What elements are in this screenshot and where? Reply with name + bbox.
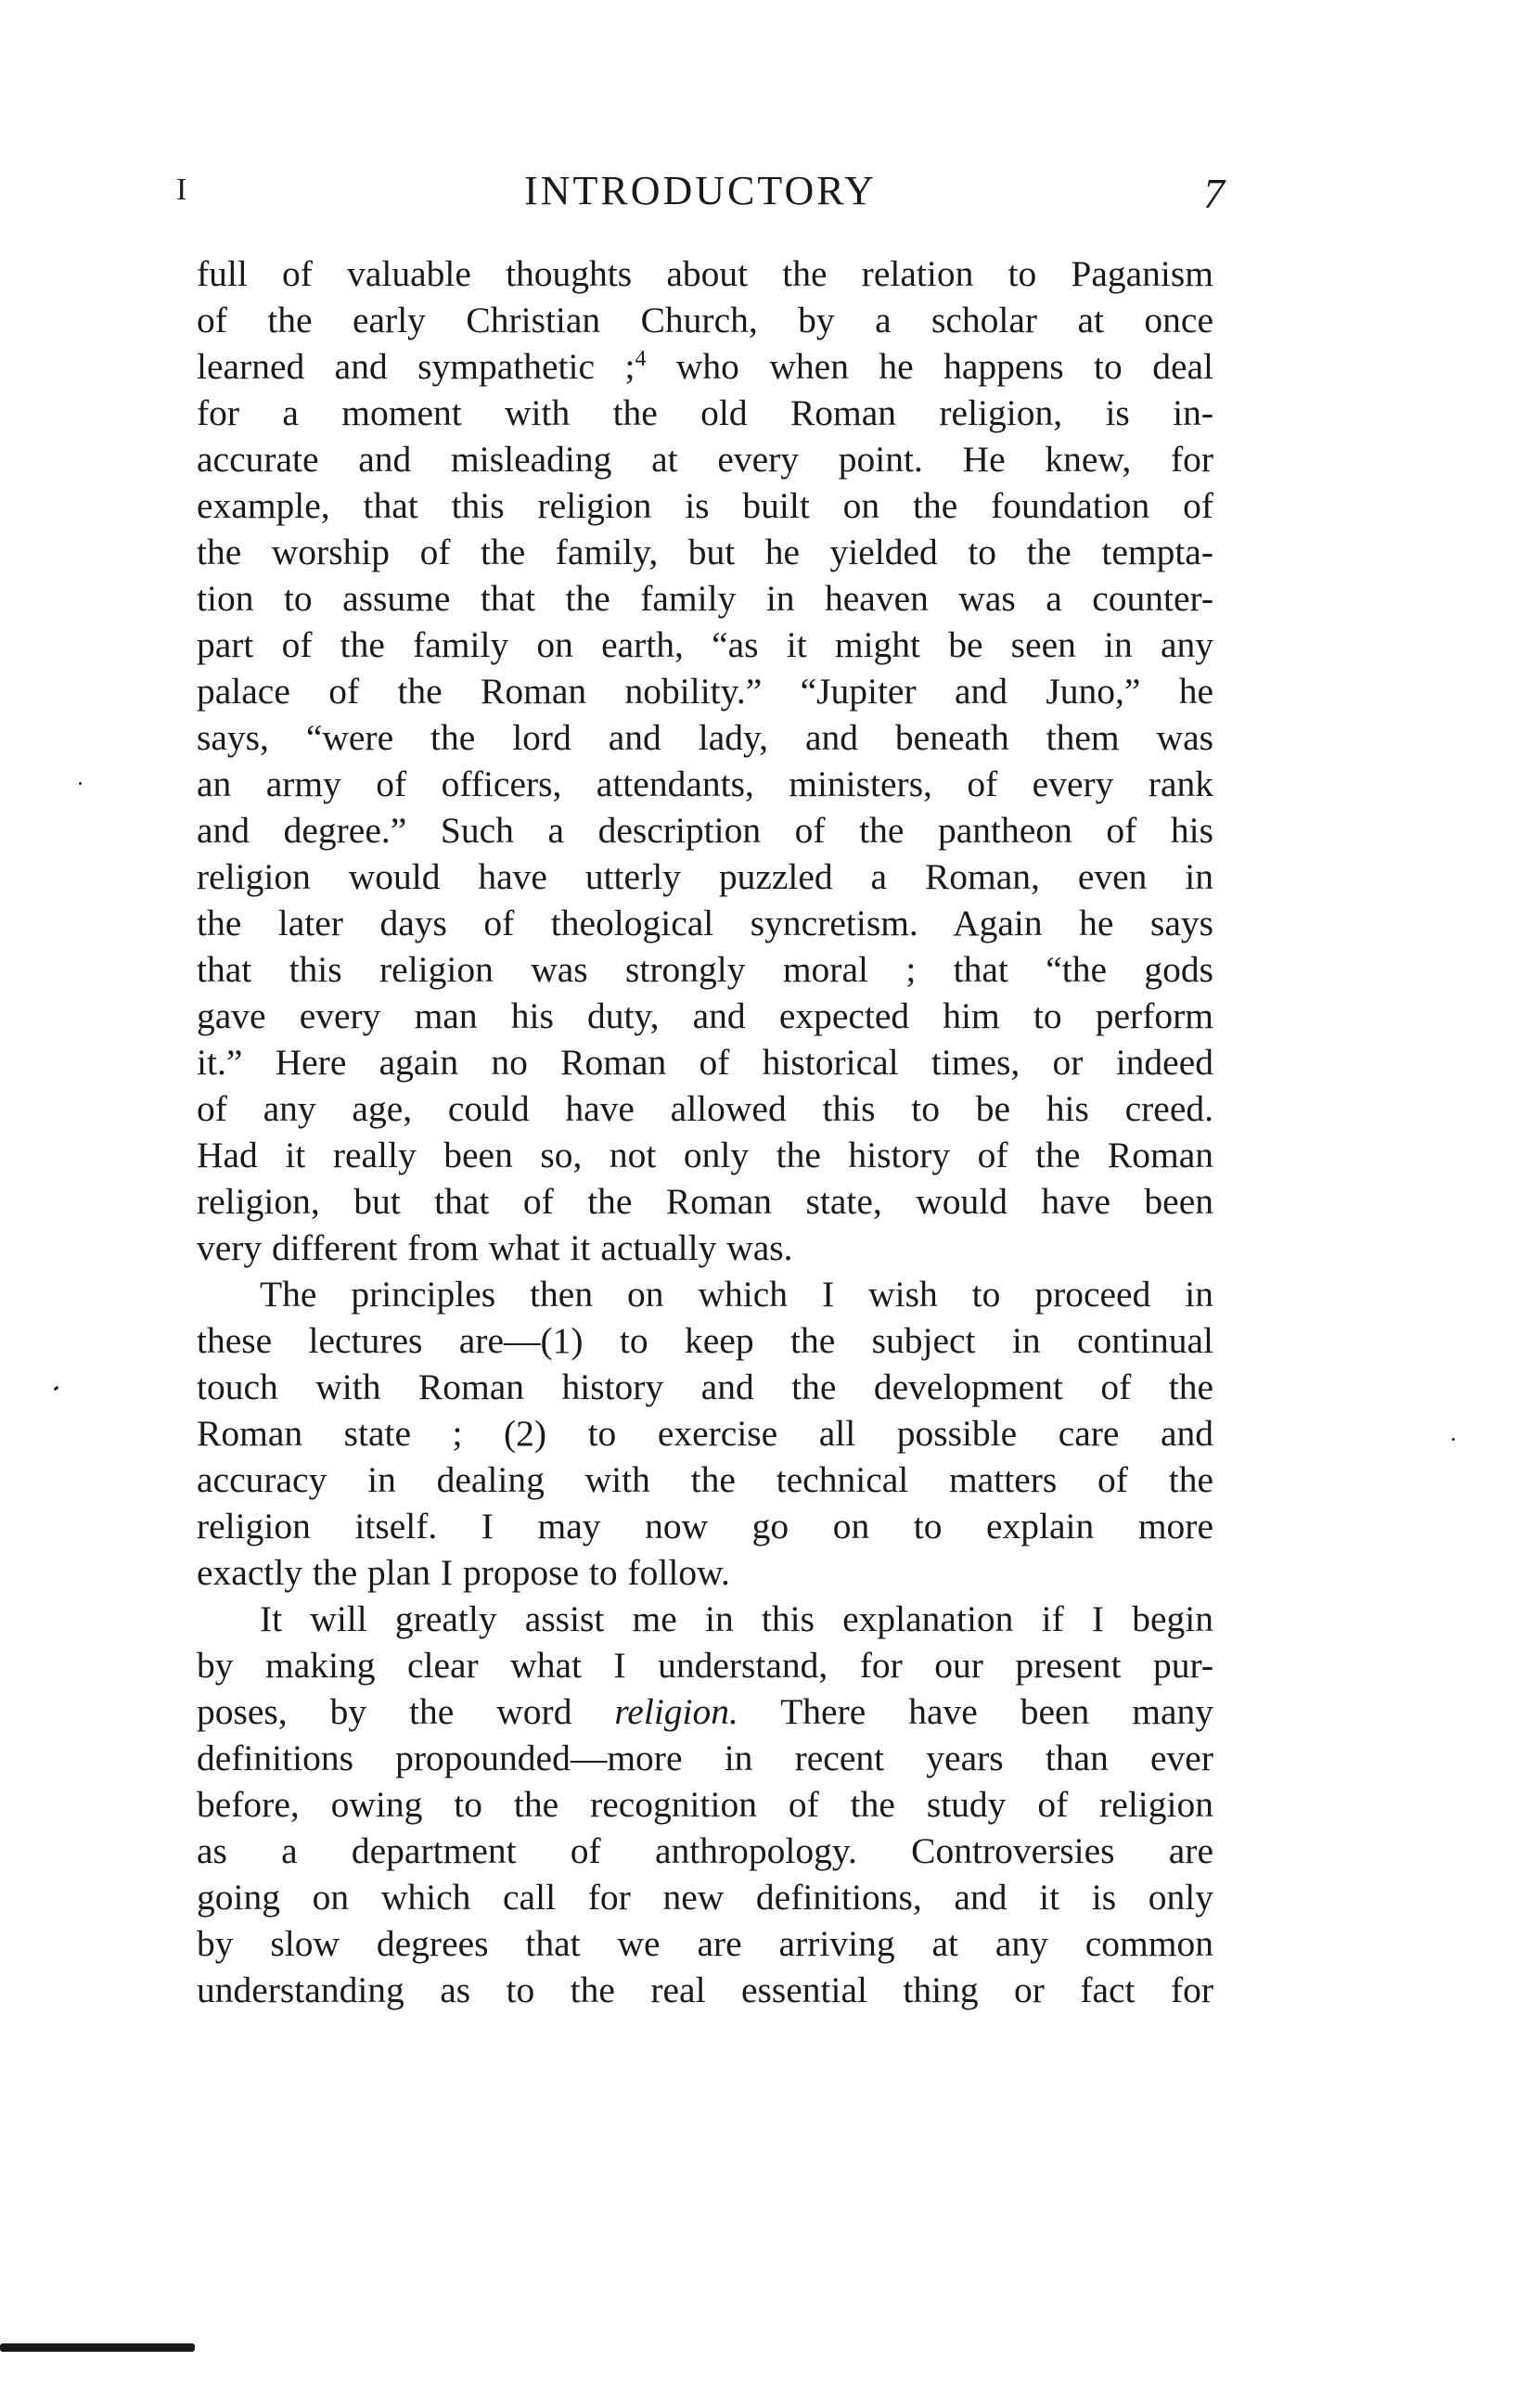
footnote-reference: 4	[635, 346, 647, 371]
text-line-end: who when he happens to deal	[675, 346, 1213, 387]
text-line: of any age, could have allowed this to be his creed.	[197, 1088, 1213, 1129]
text-line: by slow degrees that we are arriving at any common	[197, 1923, 1213, 1964]
text-line: It will greatly assist me in this explanation if I begin	[260, 1598, 1213, 1639]
text-line: and degree.” Such a description of the pantheon of his	[197, 810, 1213, 851]
italic-term: religion.	[614, 1691, 738, 1732]
paragraph	[197, 250, 1213, 1271]
text-line: Had it really been so, not only the history of the Roman	[197, 1135, 1213, 1175]
paragraph	[197, 1271, 1213, 1596]
text-line: religion itself. I may now go on to explain more	[197, 1506, 1213, 1546]
text-line: religion would have utterly puzzled a Roman, even in	[197, 856, 1213, 897]
text-line: accurate and misleading at every point. He knew, for	[197, 439, 1213, 480]
scan-speck	[54, 1386, 59, 1392]
text-line: the later days of theological syncretism. Again he says	[197, 903, 1213, 943]
chapter-number: I	[176, 173, 187, 207]
text-line: understanding as to the real essential thing or fact for	[197, 1970, 1213, 2010]
text-line-end: There have been many	[780, 1691, 1213, 1732]
body-text	[197, 250, 1213, 2013]
text-line: by making clear what I understand, for our present pur-	[197, 1645, 1213, 1686]
scan-speck	[1452, 1438, 1455, 1441]
text-line: for a moment with the old Roman religion, is in-	[197, 392, 1213, 433]
text-line: The principles then on which I wish to proceed in	[260, 1274, 1213, 1315]
text-line: tion to assume that the family in heaven was a counter-	[197, 578, 1213, 619]
text-line: as a department of anthropology. Controversies are	[197, 1830, 1213, 1871]
text-line: example, that this religion is built on the foundation of	[197, 485, 1213, 526]
text-line: touch with Roman history and the development of the	[197, 1367, 1213, 1407]
page-number: 7	[1203, 170, 1225, 217]
text-line: says, “were the lord and lady, and beneath them was	[197, 717, 1213, 758]
text-line: before, owing to the recognition of the study of religion	[197, 1784, 1213, 1825]
text-line: an army of officers, attendants, ministers, of every rank	[197, 764, 1213, 804]
text-line: gave every man his duty, and expected him to perform	[197, 995, 1213, 1036]
text-line: palace of the Roman nobility.” “Jupiter and Juno,” he	[197, 671, 1213, 712]
text-line: definitions propounded—more in recent years than ever	[197, 1738, 1213, 1778]
text-line	[197, 343, 1213, 390]
scan-edge-mark	[0, 2343, 195, 2352]
text-line: very different from what it actually was.	[197, 1227, 793, 1268]
text-line: going on which call for new definitions, and it is only	[197, 1877, 1213, 1918]
text-line: full of valuable thoughts about the relation to Paganism	[197, 253, 1213, 294]
text-line	[197, 1688, 1213, 1735]
text-line: Roman state ; (2) to exercise all possible care and	[197, 1413, 1213, 1454]
text-line: it.” Here again no Roman of historical times, or indeed	[197, 1042, 1213, 1083]
text-line-start: poses, by the word	[197, 1691, 572, 1732]
text-line: exactly the plan I propose to follow.	[197, 1552, 730, 1593]
paragraph	[197, 1596, 1213, 2013]
scan-speck	[79, 782, 82, 785]
text-line: part of the family on earth, “as it might be seen in any	[197, 624, 1213, 665]
text-line: religion, but that of the Roman state, would have been	[197, 1181, 1213, 1222]
running-head	[176, 167, 1225, 223]
text-line: these lectures are—(1) to keep the subject in continual	[197, 1320, 1213, 1361]
text-line: that this religion was strongly moral ; that “the gods	[197, 949, 1213, 990]
running-title: INTRODUCTORY	[524, 168, 877, 213]
text-line: of the early Christian Church, by a scholar at once	[197, 300, 1213, 340]
text-line: accuracy in dealing with the technical matters of the	[197, 1459, 1213, 1500]
text-line: the worship of the family, but he yielded to the tempta-	[197, 532, 1213, 572]
text-line-start: learned and sympathetic ;	[197, 346, 635, 387]
